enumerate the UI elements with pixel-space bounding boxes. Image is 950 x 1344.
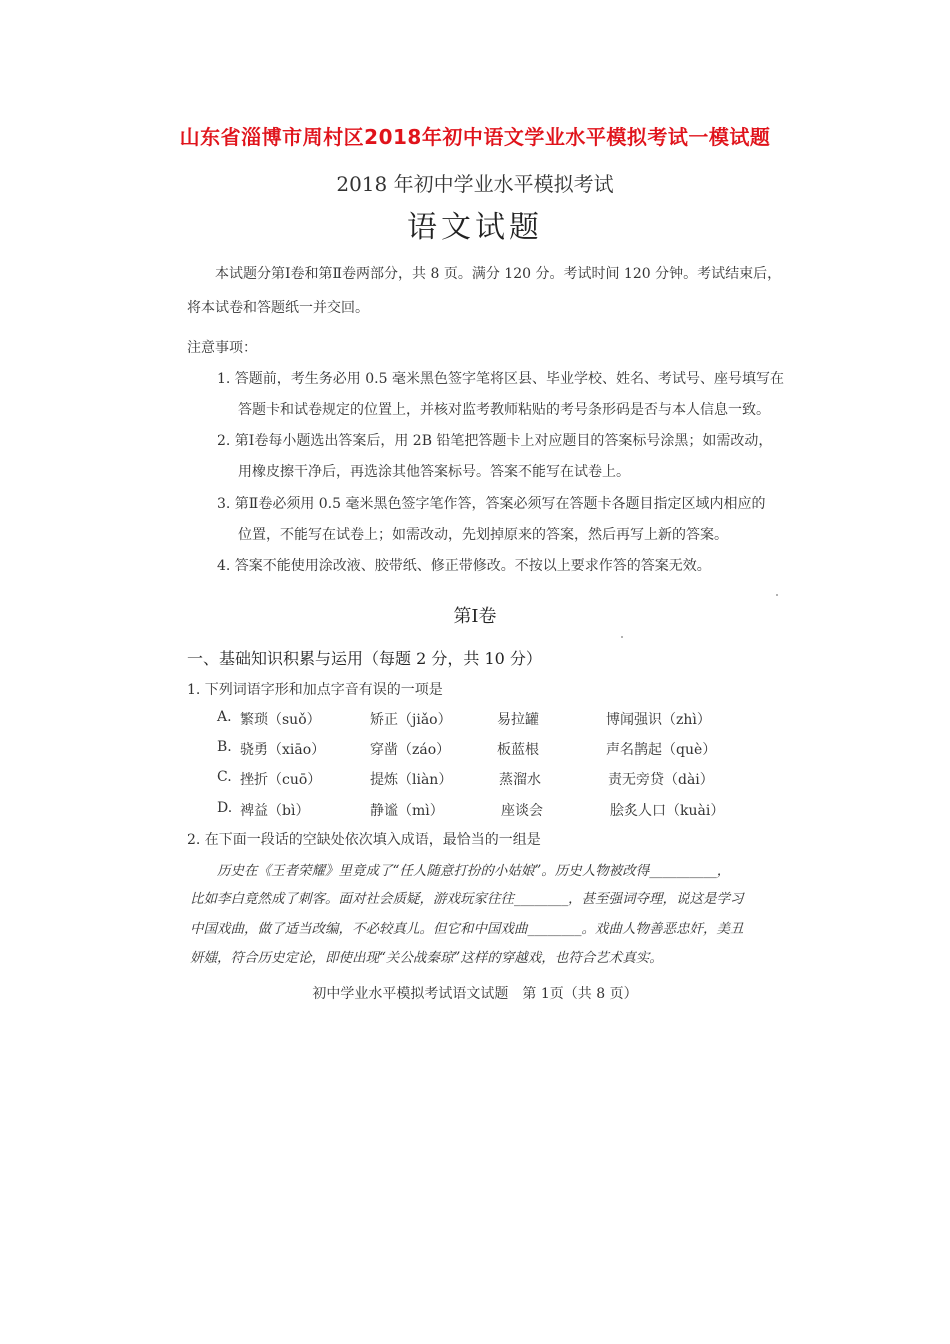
option-c-word-3: 蒸溜水	[499, 772, 541, 788]
rule-2-line-1: 2. 第Ⅰ卷每小题选出答案后，用 2B 铅笔把答题卡上对应题目的答案标号涂黑；如需改动，	[217, 433, 773, 449]
rule-3-line-2: 位置，不能写在试卷上；如需改动，先划掉原来的答案，然后再写上新的答案。	[238, 527, 728, 543]
option-d-word-2: 静谧（mì）	[370, 803, 444, 819]
option-b-letter: B.	[217, 739, 232, 755]
page-footer: 初中学业水平模拟考试语文试题 第 1页（共 8 页）	[312, 986, 638, 1002]
passage-line-1: 历史在《王者荣耀》里竟成了“任人随意打扮的小姑娘”。历史人物被改得__________，	[217, 863, 731, 879]
question-1-stem: 1. 下列词语字形和加点字音有误的一项是	[187, 682, 443, 698]
option-b-word-4: 声名鹊起（què）	[606, 742, 717, 758]
option-c-word-4: 责无旁贷（dài）	[608, 772, 714, 788]
exam-intro: 本试题分第Ⅰ卷和第Ⅱ卷两部分，共 8 页。满分 120 分。考试时间 120 分钟。考试结束后，将本试卷和答题纸一并交回。	[187, 266, 782, 316]
option-a-word-3: 易拉罐	[497, 712, 539, 728]
rule-1-line-1: 1. 答题前，考生务必用 0.5 毫米黑色签字笔将区县、毕业学校、姓名、考试号、座号填写在	[217, 371, 784, 387]
exam-name: 2018 年初中学业水平模拟考试	[336, 172, 614, 196]
rule-1-line-2: 答题卡和试卷规定的位置上，并核对监考教师粘贴的考号条形码是否与本人信息一致。	[238, 402, 770, 418]
scan-speck	[621, 636, 623, 638]
passage-line-3: 中国戏曲，做了适当改编，不必较真儿。但它和中国戏曲________。戏曲人物善恶忠奸，美丑	[190, 921, 744, 937]
passage-line-4: 妍媸，符合历史定论，即使出现“关公战秦琼”这样的穿越戏，也符合艺术真实。	[190, 950, 663, 966]
subject-title: 语文试题	[407, 210, 543, 245]
option-a-word-1: 繁琐（suǒ）	[240, 712, 321, 728]
option-d-letter: D.	[217, 800, 233, 816]
passage-line-2: 比如李白竟然成了刺客。面对社会质疑，游戏玩家往往________，甚至强词夺理，说这是学习	[190, 891, 744, 907]
section-title: 一、基础知识积累与运用（每题 2 分，共 10 分）	[187, 649, 542, 668]
rule-3-line-1: 3. 第Ⅱ卷必须用 0.5 毫米黑色签字笔作答，答案必须写在答题卡各题目指定区域内相应的	[217, 496, 766, 512]
option-a-letter: A.	[217, 709, 232, 725]
option-c-letter: C.	[217, 769, 232, 785]
rule-2-line-2: 用橡皮擦干净后，再选涂其他答案标号。答案不能写在试卷上。	[238, 464, 630, 480]
option-d-word-4: 脍炙人口（kuài）	[610, 803, 725, 819]
rule-4-line-1: 4. 答案不能使用涂改液、胶带纸、修正带修改。不按以上要求作答的答案无效。	[217, 558, 711, 574]
question-2-stem: 2. 在下面一段话的空缺处依次填入成语，最恰当的一组是	[187, 832, 541, 848]
option-b-word-2: 穿凿（záo）	[370, 742, 451, 758]
option-b-word-1: 骁勇（xiāo）	[240, 742, 326, 758]
notice-heading: 注意事项：	[187, 340, 257, 356]
option-a-word-4: 博闻强识（zhì）	[606, 712, 711, 728]
volume-title: 第Ⅰ卷	[453, 606, 497, 627]
document-title: 山东省淄博市周村区2018年初中语文学业水平模拟考试一模试题	[179, 125, 771, 149]
option-d-word-1: 裨益（bì）	[240, 803, 310, 819]
option-a-word-2: 矫正（jiǎo）	[370, 712, 452, 728]
option-d-word-3: 座谈会	[501, 803, 543, 819]
option-b-word-3: 板蓝根	[497, 742, 539, 758]
option-c-word-2: 提炼（liàn）	[370, 772, 453, 788]
scan-speck	[776, 594, 778, 596]
option-c-word-1: 挫折（cuō）	[240, 772, 322, 788]
